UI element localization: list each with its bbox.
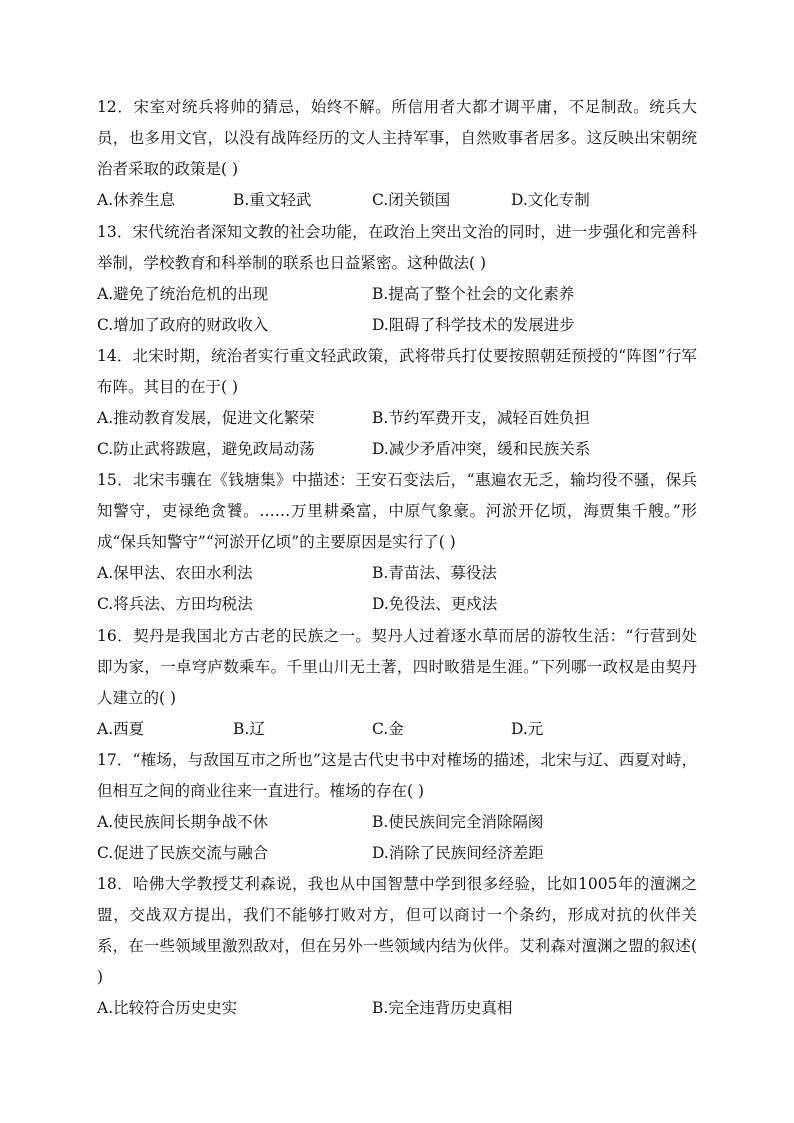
- option-a[interactable]: A.保甲法、农田水利法: [97, 564, 253, 582]
- question-stem: 17．“榷场，与敌国互市之所也”这是古代史书中对榷场的描述，北宋与辽、西夏对峙，但相互之间的商业往来一直进行。榷场的存在( ): [97, 751, 697, 800]
- option-d[interactable]: D.消除了民族间经济差距: [372, 844, 544, 862]
- option-a[interactable]: A.比较符合历史史实: [97, 999, 238, 1017]
- option-d[interactable]: D.免役法、更戍法: [372, 595, 498, 613]
- option-b[interactable]: B.辽: [233, 720, 265, 738]
- option-a[interactable]: A.避免了统治危机的出现: [97, 285, 269, 303]
- option-d[interactable]: D.文化专制: [511, 191, 590, 209]
- option-a[interactable]: A.推动教育发展，促进文化繁荣: [97, 409, 315, 427]
- question-stem: 13．宋代统治者深知文教的社会功能，在政治上突出文治的同时，进一步强化和完善科举制，学校教育和科举制的联系也日益紧密。这种做法( ): [97, 223, 697, 272]
- option-b[interactable]: B.青苗法、募役法: [372, 564, 497, 582]
- option-c[interactable]: C.防止武将跋扈，避免政局动荡: [97, 440, 315, 458]
- option-list: [97, 807, 697, 869]
- question-stem: 16．契丹是我国北方古老的民族之一。契丹人过着逐水草而居的游牧生活：“行营到处即为家，一卓穹庐数乘车。千里山川无土著，四时畋猎是生涯。”下列哪一政权是由契丹人建立的( ): [97, 627, 697, 707]
- question-16: [97, 621, 697, 745]
- question-15: [97, 465, 697, 620]
- question-stem: 14．北宋时期，统治者实行重文轻武政策，武将带兵打仗要按照朝廷预授的“阵图”行军布阵。其目的在于( ): [97, 347, 697, 396]
- option-list: [97, 279, 697, 341]
- option-list: [97, 185, 697, 216]
- question-stem: 15．北宋韦骧在《钱塘集》中描述：王安石变法后，“惠遍农无乏，输均役不骚，保兵知警守，吏禄绝贪饕。……万里耕桑富，中原气象豪。河淤开亿顷，海贾集千艘。”形成“保兵知警守”“河淤开亿顷”的主要原因是实行了( ): [97, 471, 697, 551]
- option-c[interactable]: C.闭关锁国: [372, 191, 451, 209]
- option-c[interactable]: C.将兵法、方田均税法: [97, 595, 253, 613]
- question-17: [97, 745, 697, 869]
- option-a[interactable]: A.西夏: [97, 720, 145, 738]
- question-stem: 12．宋室对统兵将帅的猜忌，始终不解。所信用者大都才调平庸，不足制敌。统兵大员，也多用文官，以没有战阵经历的文人主持军事，自然败事者居多。这反映出宋朝统治者采取的政策是( ): [97, 98, 697, 178]
- option-a[interactable]: A.使民族间长期争战不休: [97, 813, 269, 831]
- option-d[interactable]: D.阻碍了科学技术的发展进步: [372, 316, 575, 334]
- option-b[interactable]: B.完全违背历史真相: [372, 999, 513, 1017]
- option-b[interactable]: B.重文轻武: [233, 191, 312, 209]
- option-c[interactable]: C.增加了政府的财政收入: [97, 316, 269, 334]
- question-14: [97, 341, 697, 465]
- question-18: [97, 869, 697, 1024]
- option-d[interactable]: D.元: [511, 720, 544, 738]
- option-c[interactable]: C.金: [372, 720, 404, 738]
- question-13: [97, 217, 697, 341]
- option-b[interactable]: B.提高了整个社会的文化素养: [372, 285, 575, 303]
- option-list: [97, 403, 697, 465]
- question-stem: 18．哈佛大学教授艾利森说，我也从中国智慧中学到很多经验，比如1005年的澶渊之盟，交战双方提出，我们不能够打败对方，但可以商讨一个条约，形成对抗的伙伴关系，在一些领域里激烈敌对，但在另外一些领域内结为伙伴。艾利森对澶渊之盟的叙述( ): [97, 875, 697, 986]
- option-list: [97, 558, 697, 620]
- option-a[interactable]: A.休养生息: [97, 191, 176, 209]
- option-list: [97, 993, 697, 1024]
- option-c[interactable]: C.促进了民族交流与融合: [97, 844, 269, 862]
- question-12: [97, 92, 697, 216]
- option-b[interactable]: B.使民族间完全消除隔阂: [372, 813, 544, 831]
- option-list: [97, 714, 697, 745]
- option-d[interactable]: D.减少矛盾冲突，缓和民族关系: [372, 440, 591, 458]
- option-b[interactable]: B.节约军费开支，减轻百姓负担: [372, 409, 590, 427]
